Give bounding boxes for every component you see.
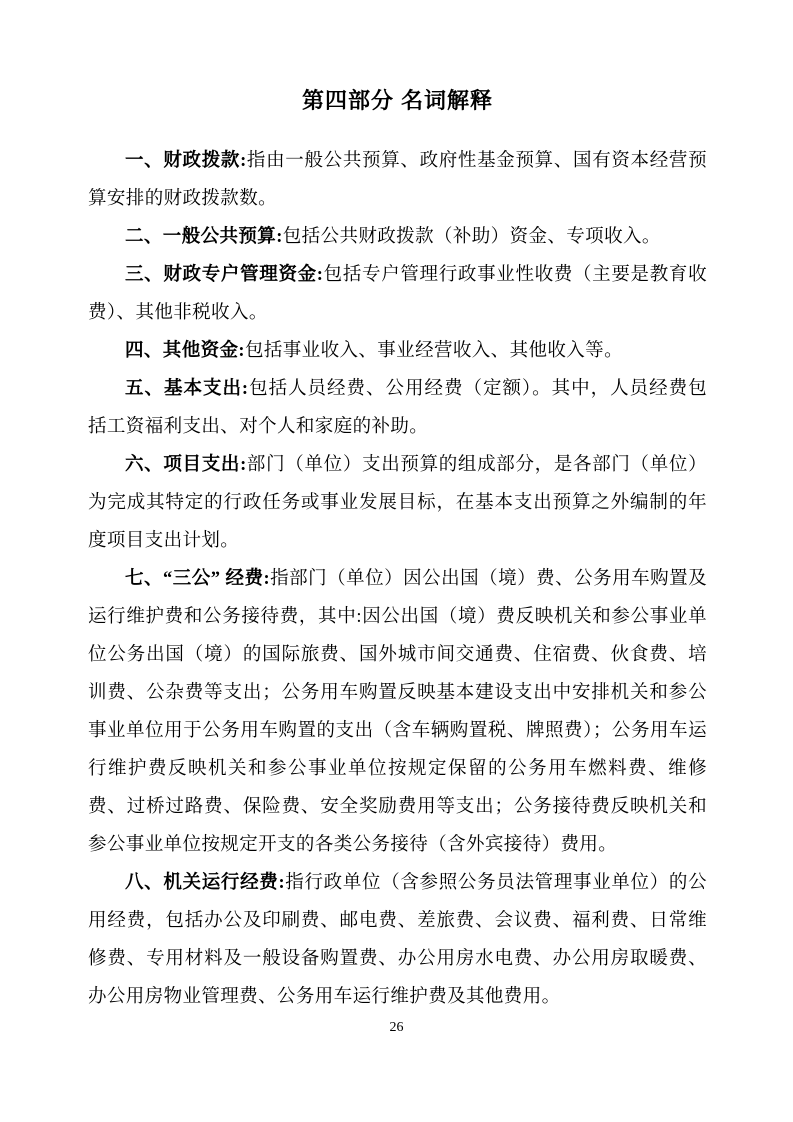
- definition-term: 二、一般公共预算:: [125, 227, 283, 247]
- definition-term: 五、基本支出:: [125, 379, 249, 399]
- definition-term: 四、其他资金:: [125, 341, 245, 361]
- definition-paragraph-4: [88, 332, 707, 370]
- definition-body: 包括人员经费、公用经费（定额）。其中，人员经费包括工资福利支出、对个人和家庭的补助。: [88, 379, 707, 437]
- definition-paragraph-5: [88, 370, 707, 446]
- definition-paragraph-8: [88, 864, 707, 1016]
- definition-paragraph-1: [88, 142, 707, 218]
- definition-body: 包括公共财政拨款（补助）资金、专项收入。: [282, 227, 661, 247]
- definition-term: 七、“三公” 经费:: [125, 569, 271, 589]
- definition-body: 指部门（单位）因公出国（境）费、公务用车购置及运行维护费和公务接待费，其中:因公出国（境）费反映机关和参公事业单位公务出国（境）的国际旅费、国外城市间交通费、住宿费、伙食费、培训费、公杂费等支出；公务用车购置反映基本建设支出中安排机关和参公事业单位用于公务用车购置的支出（含车辆购置税、牌照费）；公务用车运行维护费反映机关和参公事业单位按规定保留的公务用车燃料费、维修费、过桥过路费、保险费、安全奖励费用等支出；公务接待费反映机关和参公事业单位按规定开支的各类公务接待（含外宾接待）费用。: [88, 569, 707, 855]
- definition-body: 部门（单位）支出预算的组成部分，是各部门（单位）为完成其特定的行政任务或事业发展目标，在基本支出预算之外编制的年度项目支出计划。: [88, 455, 707, 551]
- definition-term: 一、财政拨款:: [125, 151, 247, 171]
- definition-paragraph-7: [88, 560, 707, 864]
- definition-term: 六、项目支出:: [125, 455, 247, 475]
- definition-body: 包括事业收入、事业经营收入、其他收入等。: [244, 341, 623, 361]
- definition-paragraph-2: [88, 218, 707, 256]
- page-number: 26: [389, 1020, 404, 1035]
- definition-body: 包括专户管理行政事业性收费（主要是教育收费）、其他非税收入。: [88, 265, 707, 323]
- definition-body: 指行政单位（含参照公务员法管理事业单位）的公用经费，包括办公及印刷费、邮电费、差旅费、会议费、福利费、日常维修费、专用材料及一般设备购置费、办公用房水电费、办公用房取暖费、办公用房物业管理费、公务用车运行维护费及其他费用。: [88, 873, 707, 1007]
- document-content: [88, 86, 707, 1016]
- section-title: 第四部分 名词解释: [301, 88, 494, 113]
- definition-body: 指由一般公共预算、政府性基金预算、国有资本经营预算安排的财政拨款数。: [88, 151, 707, 209]
- definition-paragraph-3: [88, 256, 707, 332]
- definition-term: 八、机关运行经费:: [125, 873, 286, 893]
- definition-term: 三、财政专户管理资金:: [125, 265, 324, 285]
- definition-paragraph-6: [88, 446, 707, 560]
